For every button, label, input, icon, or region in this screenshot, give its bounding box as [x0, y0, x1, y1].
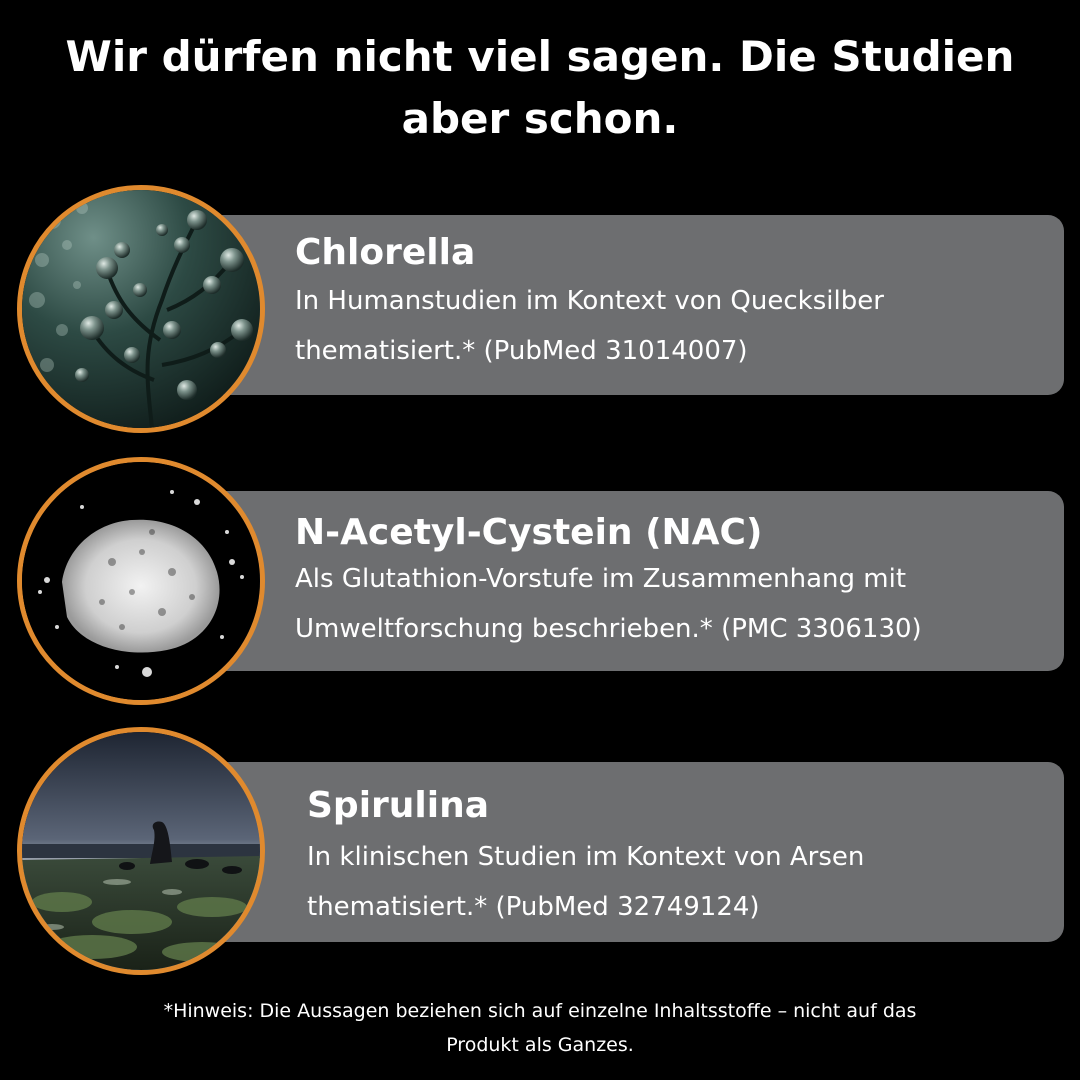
- card-nac: [150, 491, 1064, 671]
- footnote: *Hinweis: Die Aussagen beziehen sich auf einzelne Inhaltsstoffe – nicht auf das Produkt als Ganzes.: [163, 1000, 917, 1056]
- nac-image: [17, 457, 265, 705]
- card-text: In klinischen Studien im Kontext von Arsen thematisiert.* (PubMed 32749124): [307, 842, 865, 922]
- card-text: Als Glutathion-Vorstufe im Zusammenhang mit Umweltforschung beschrieben.* (PMC 3306130): [295, 564, 922, 644]
- algae-bubbles-photo: [22, 190, 260, 428]
- spirulina-image: [17, 727, 265, 975]
- mossy-shoreline-photo: [22, 732, 260, 970]
- headline: Wir dürfen nicht viel sagen. Die Studien aber schon.: [65, 32, 1015, 143]
- card-title: Spirulina: [307, 785, 490, 826]
- white-powder-photo: [22, 462, 260, 700]
- card-text: In Humanstudien im Kontext von Quecksilber thematisiert.* (PubMed 31014007): [295, 286, 884, 366]
- card-spirulina: [150, 762, 1064, 942]
- card-chlorella: [150, 215, 1064, 395]
- chlorella-image: [17, 185, 265, 433]
- card-title: Chlorella: [295, 232, 476, 273]
- card-title: N-Acetyl-Cystein (NAC): [295, 512, 763, 553]
